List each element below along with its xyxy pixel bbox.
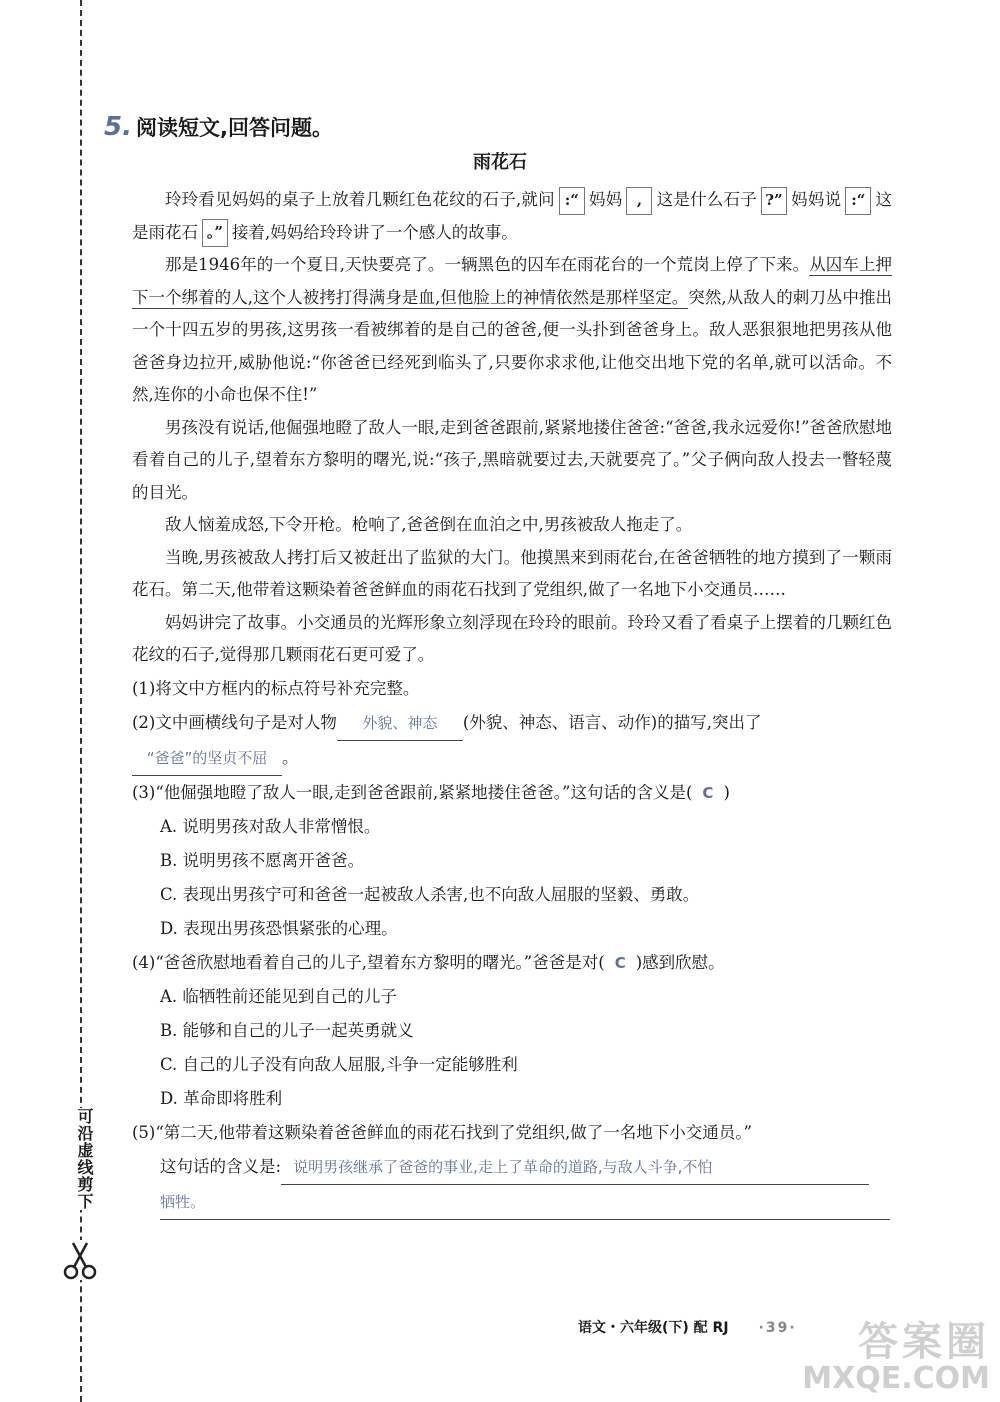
option: A. 说明男孩对敌人非常憎恨。 <box>160 816 381 836</box>
option: B. 说明男孩不愿离开爸爸。 <box>160 850 365 870</box>
punctuation-box: :“ <box>559 187 585 215</box>
answer-text: 说明男孩继承了爸爸的事业,走上了革命的道路,与敌人斗争,不怕 <box>281 1150 869 1185</box>
subquestion-2: (2)文中画横线句子是对人物 外貌、神态 (外貌、神态、语言、动作)的描写,突出了“爸爸”的坚贞不屈 。 <box>132 706 892 776</box>
page-footer <box>578 1317 797 1337</box>
subquestion-4: (4)“爸爸欣慰地看着自己的儿子,望着东方黎明的曙光。”爸爸是对( C )感到欣慰。 <box>132 952 725 972</box>
option: C. 自己的儿子没有向敌人屈服,斗争一定能够胜利 <box>160 1054 518 1074</box>
option: A. 临牺牲前还能见到自己的儿子 <box>160 986 397 1006</box>
answer-line-1 <box>160 1150 892 1185</box>
passage <box>132 184 892 1220</box>
choice-answer: C <box>702 783 714 802</box>
punctuation-box: 。” <box>202 219 228 247</box>
story-title: 雨花石 <box>473 152 527 173</box>
book-label: 语文・六年级(下) 配 RJ <box>578 1320 729 1336</box>
paragraph-6: 妈妈讲完了故事。小交通员的光辉形象立刻浮现在玲玲的眼前。玲玲又看了看桌子上摆着的几颗红色花纹的石子,觉得那几颗雨花石更可爱了。 <box>132 612 892 664</box>
cut-instruction: 可沿虚线剪下 <box>66 1108 94 1210</box>
question-prompt: 阅读短文,回答问题。 <box>135 116 333 140</box>
paragraph-3: 男孩没有说话,他倔强地瞪了敌人一眼,走到爸爸跟前,紧紧地搂住爸爸:“爸爸,我永远爱你!”爸爸欣慰地看着自己的儿子,望着东方黎明的曙光,说:“孩子,黑暗就要过去,天就要亮了。”父子俩向敌人投去一瞥轻蔑的目光。 <box>132 417 892 502</box>
option: B. 能够和自己的儿子一起英勇就义 <box>160 1020 414 1040</box>
punctuation-box: ?” <box>761 187 787 215</box>
answer-blank: “爸爸”的坚贞不屈 <box>132 741 282 776</box>
question-number: 5. <box>104 112 132 142</box>
paragraph-1: 玲玲看见妈妈的桌子上放着几颗红色花纹的石子,就问 :“ 妈妈 , 这是什么石子 ?” 妈妈说 :“ 这是雨花石 。” 接着,妈妈给玲玲讲了一个感人的故事。 <box>132 184 892 249</box>
subquestion-5: (5)“第二天,他带着这颗染着爸爸鲜血的雨花石找到了党组织,做了一名地下小交通员。” <box>132 1122 752 1142</box>
scissors-icon <box>60 1240 100 1280</box>
underlined-sentence: 从囚车上押下一个绑着的人,这个人被拷打得满身是血,但他脸上的神情依然是那样坚定。 <box>132 255 892 307</box>
paragraph-5: 当晚,男孩被敌人拷打后又被赶出了监狱的大门。他摸黑来到雨花台,在爸爸牺牲的地方摸到了一颗雨花石。第二天,他带着这颗染着爸爸鲜血的雨花石找到了党组织,做了一名地下小交通员…… <box>132 547 892 599</box>
site-watermark: 答案圈 MXQE.COM <box>802 1319 990 1396</box>
punctuation-box: , <box>626 187 652 215</box>
subquestion-3: (3)“他倔强地瞪了敌人一眼,走到爸爸跟前,紧紧地搂住爸爸。”这句话的含义是( C ) <box>132 782 730 802</box>
option: C. 表现出男孩宁可和爸爸一起被敌人杀害,也不向敌人屈服的坚毅、勇敢。 <box>160 884 700 904</box>
answer-text: 牺牲。 <box>160 1185 890 1220</box>
subquestion-1: (1)将文中方框内的标点符号补充完整。 <box>132 678 420 698</box>
answer-lead: 这句话的含义是: <box>160 1156 282 1176</box>
option: D. 革命即将胜利 <box>160 1088 283 1108</box>
answer-line-2 <box>160 1185 892 1220</box>
answer-blank: 外貌、神态 <box>337 706 463 741</box>
question-heading <box>104 112 333 142</box>
page-number: ·39· <box>758 1320 797 1336</box>
paragraph-4: 敌人恼羞成怒,下令开枪。枪响了,爸爸倒在血泊之中,男孩被敌人拖走了。 <box>165 515 693 534</box>
paragraph-2: 那是1946年的一个夏日,天快要亮了。一辆黑色的囚车在雨花台的一个荒岗上停了下来。从囚车上押下一个绑着的人,这个人被拷打得满身是血,但他脸上的神情依然是那样坚定。突然,从敌人的刺刀丛中推出一个十四五岁的男孩,这男孩一看被绑着的是自己的爸爸,便一头扑到爸爸身上。敌人恶狠狠地把男孩从他爸爸身边拉开,威胁他说:“你爸爸已经死到临头了,只要你求求他,让他交出地下党的名单,就可以活命。不然,连你的小命也保不住!” <box>132 255 892 404</box>
punctuation-box: :“ <box>845 187 871 215</box>
choice-answer: C <box>614 953 626 972</box>
option: D. 表现出男孩恐惧紧张的心理。 <box>160 918 398 938</box>
